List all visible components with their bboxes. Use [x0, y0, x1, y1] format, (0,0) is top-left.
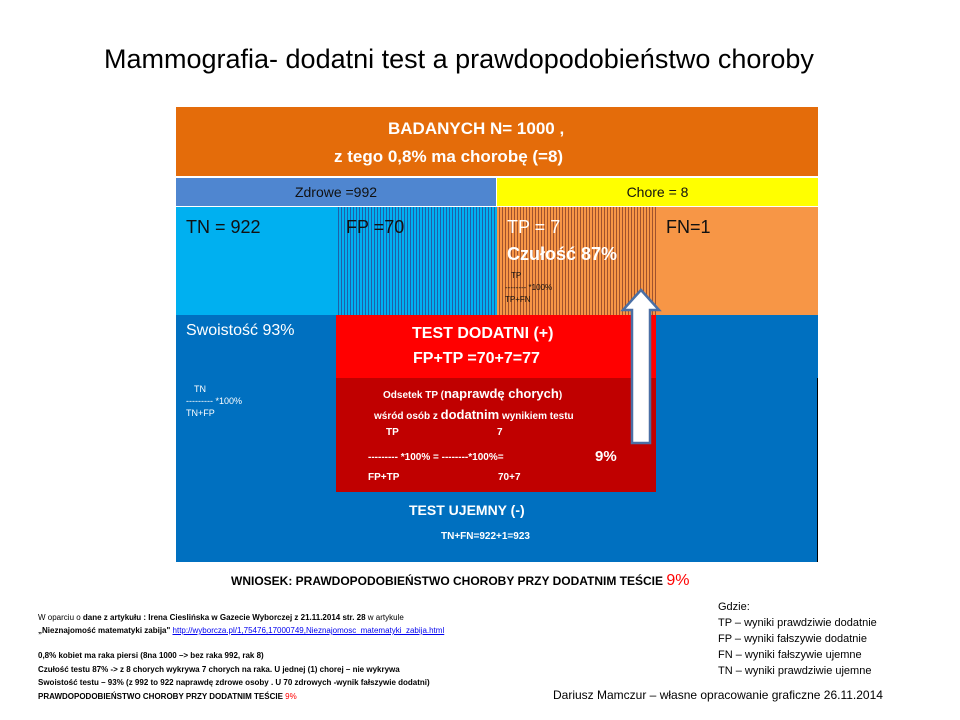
- odsetek-line1-c: ): [558, 390, 563, 401]
- legend: [718, 599, 877, 679]
- odsetek-line2-c: wynikiem testu: [499, 411, 574, 422]
- legend-heading: Gdzie:: [718, 601, 750, 613]
- odsetek-line2-b: dodatnim: [440, 407, 500, 422]
- up-arrow-icon: [620, 288, 662, 446]
- note-1: 0,8% kobiet ma raka piersi (8na 1000 –> bez raka 992, rak 8): [38, 651, 264, 660]
- source-line1-a: W oparciu o: [38, 613, 83, 622]
- odsetek-box: [336, 378, 656, 492]
- odsetek-seven: 7: [497, 427, 503, 438]
- tn-cell: [176, 207, 336, 315]
- swoistosc-denominator: TN+FP: [186, 408, 215, 418]
- odsetek-line1: [383, 386, 562, 401]
- legend-fp: FP – wyniki fałszywie dodatnie: [718, 633, 867, 645]
- odsetek-fptp: FP+TP: [368, 472, 400, 483]
- legend-tn: TN – wyniki prawdziwie ujemne: [718, 665, 872, 677]
- czulosc-numerator: TP: [511, 271, 522, 280]
- test-dodatni-box: [336, 315, 656, 378]
- swoistosc-numerator: TN: [194, 384, 206, 394]
- note-4: [38, 692, 297, 701]
- test-ujemny-label: TEST UJEMNY (-): [409, 502, 525, 518]
- czulosc-line: -------- *100%: [505, 283, 553, 292]
- note-3: Swoistość testu – 93% (z 992 to 922 naprawdę zdrowe osoby . U 70 zdrowych -wynik fałszywie dodatni): [38, 678, 430, 687]
- blue-right-region: [656, 315, 818, 562]
- slide-title: Mammografia- dodatni test a prawdopodobieństwo choroby: [104, 44, 814, 74]
- source-article-title: „Nieznajomość matematyki zabija": [38, 626, 173, 635]
- odsetek-line2: [374, 407, 574, 422]
- badanych-line1: BADANYCH N= 1000 ,: [388, 119, 565, 138]
- legend-tp: TP – wyniki prawdziwie dodatnie: [718, 617, 877, 629]
- source-line1-b: dane z artykułu : Irena Cieslińska w Gazecie Wyborczej z 21.11.2014 str. 28: [82, 613, 366, 622]
- blue-left-region: [176, 315, 336, 562]
- czulosc-denominator: TP+FN: [505, 295, 531, 304]
- divider: [817, 378, 818, 562]
- chore-header: Chore = 8: [497, 178, 818, 206]
- source-link[interactable]: http://wyborcza.pl/1,75476,17000749,Nieznajomosc_matematyki_zabija.html: [172, 626, 445, 635]
- swoistosc-label: Swoistość 93%: [186, 322, 295, 339]
- odsetek-result: 9%: [595, 448, 617, 465]
- fp-cell: [336, 207, 497, 315]
- odsetek-line2-a: wśród osób z: [374, 411, 441, 422]
- author-credit: Dariusz Mamczur – własne opracowanie graficzne 26.11.2014: [553, 688, 883, 702]
- test-dodatni-value: FP+TP =70+7=77: [413, 350, 540, 367]
- legend-fn: FN – wyniki fałszywie ujemne: [718, 649, 862, 661]
- note-4-pct: 9%: [285, 692, 297, 701]
- wniosek: [231, 572, 689, 590]
- tp-label: TP = 7: [507, 217, 561, 237]
- odsetek-seventy-seven: 70+7: [498, 472, 521, 483]
- test-dodatni-title: TEST DODATNI (+): [412, 325, 554, 342]
- odsetek-line1-a: Odsetek TP (: [383, 390, 444, 401]
- zdrowe-header: Zdrowe =992: [176, 178, 496, 206]
- swoistosc-line: --------- *100%: [186, 396, 242, 406]
- swoistosc-formula: [186, 383, 242, 419]
- source-line1-c: w artykule: [365, 613, 404, 622]
- czulosc-label: Czułość 87%: [507, 244, 618, 264]
- wniosek-pct: 9%: [666, 572, 690, 589]
- source-line1: [38, 613, 404, 622]
- badanych-line2: z tego 0,8% ma chorobę (=8): [334, 147, 564, 166]
- note-4-text: PRAWDOPODOBIEŃSTWO CHOROBY PRZY DODATNIM TEŚCIE: [38, 692, 286, 701]
- note-2: Czułość testu 87% -> z 8 chorych wykrywa 7 chorych na raka. U jednej (1) chorej – nie wykrywa: [38, 665, 400, 674]
- tn-label: TN = 922: [186, 217, 261, 237]
- test-ujemny-value: TN+FN=922+1=923: [441, 531, 530, 542]
- source-line2: [38, 626, 444, 635]
- odsetek-tp: TP: [386, 427, 399, 438]
- odsetek-line1-b: naprawdę chorych: [443, 386, 559, 401]
- fn-label: FN=1: [666, 217, 711, 237]
- odsetek-formula: --------- *100% = --------*100%=: [368, 452, 504, 463]
- fn-cell: [656, 207, 818, 315]
- badanych-band: [176, 107, 818, 176]
- fp-label: FP =70: [346, 217, 405, 237]
- wniosek-text: WNIOSEK: PRAWDOPODOBIEŃSTWO CHOROBY PRZY DODATNIM TEŚCIE: [231, 574, 667, 588]
